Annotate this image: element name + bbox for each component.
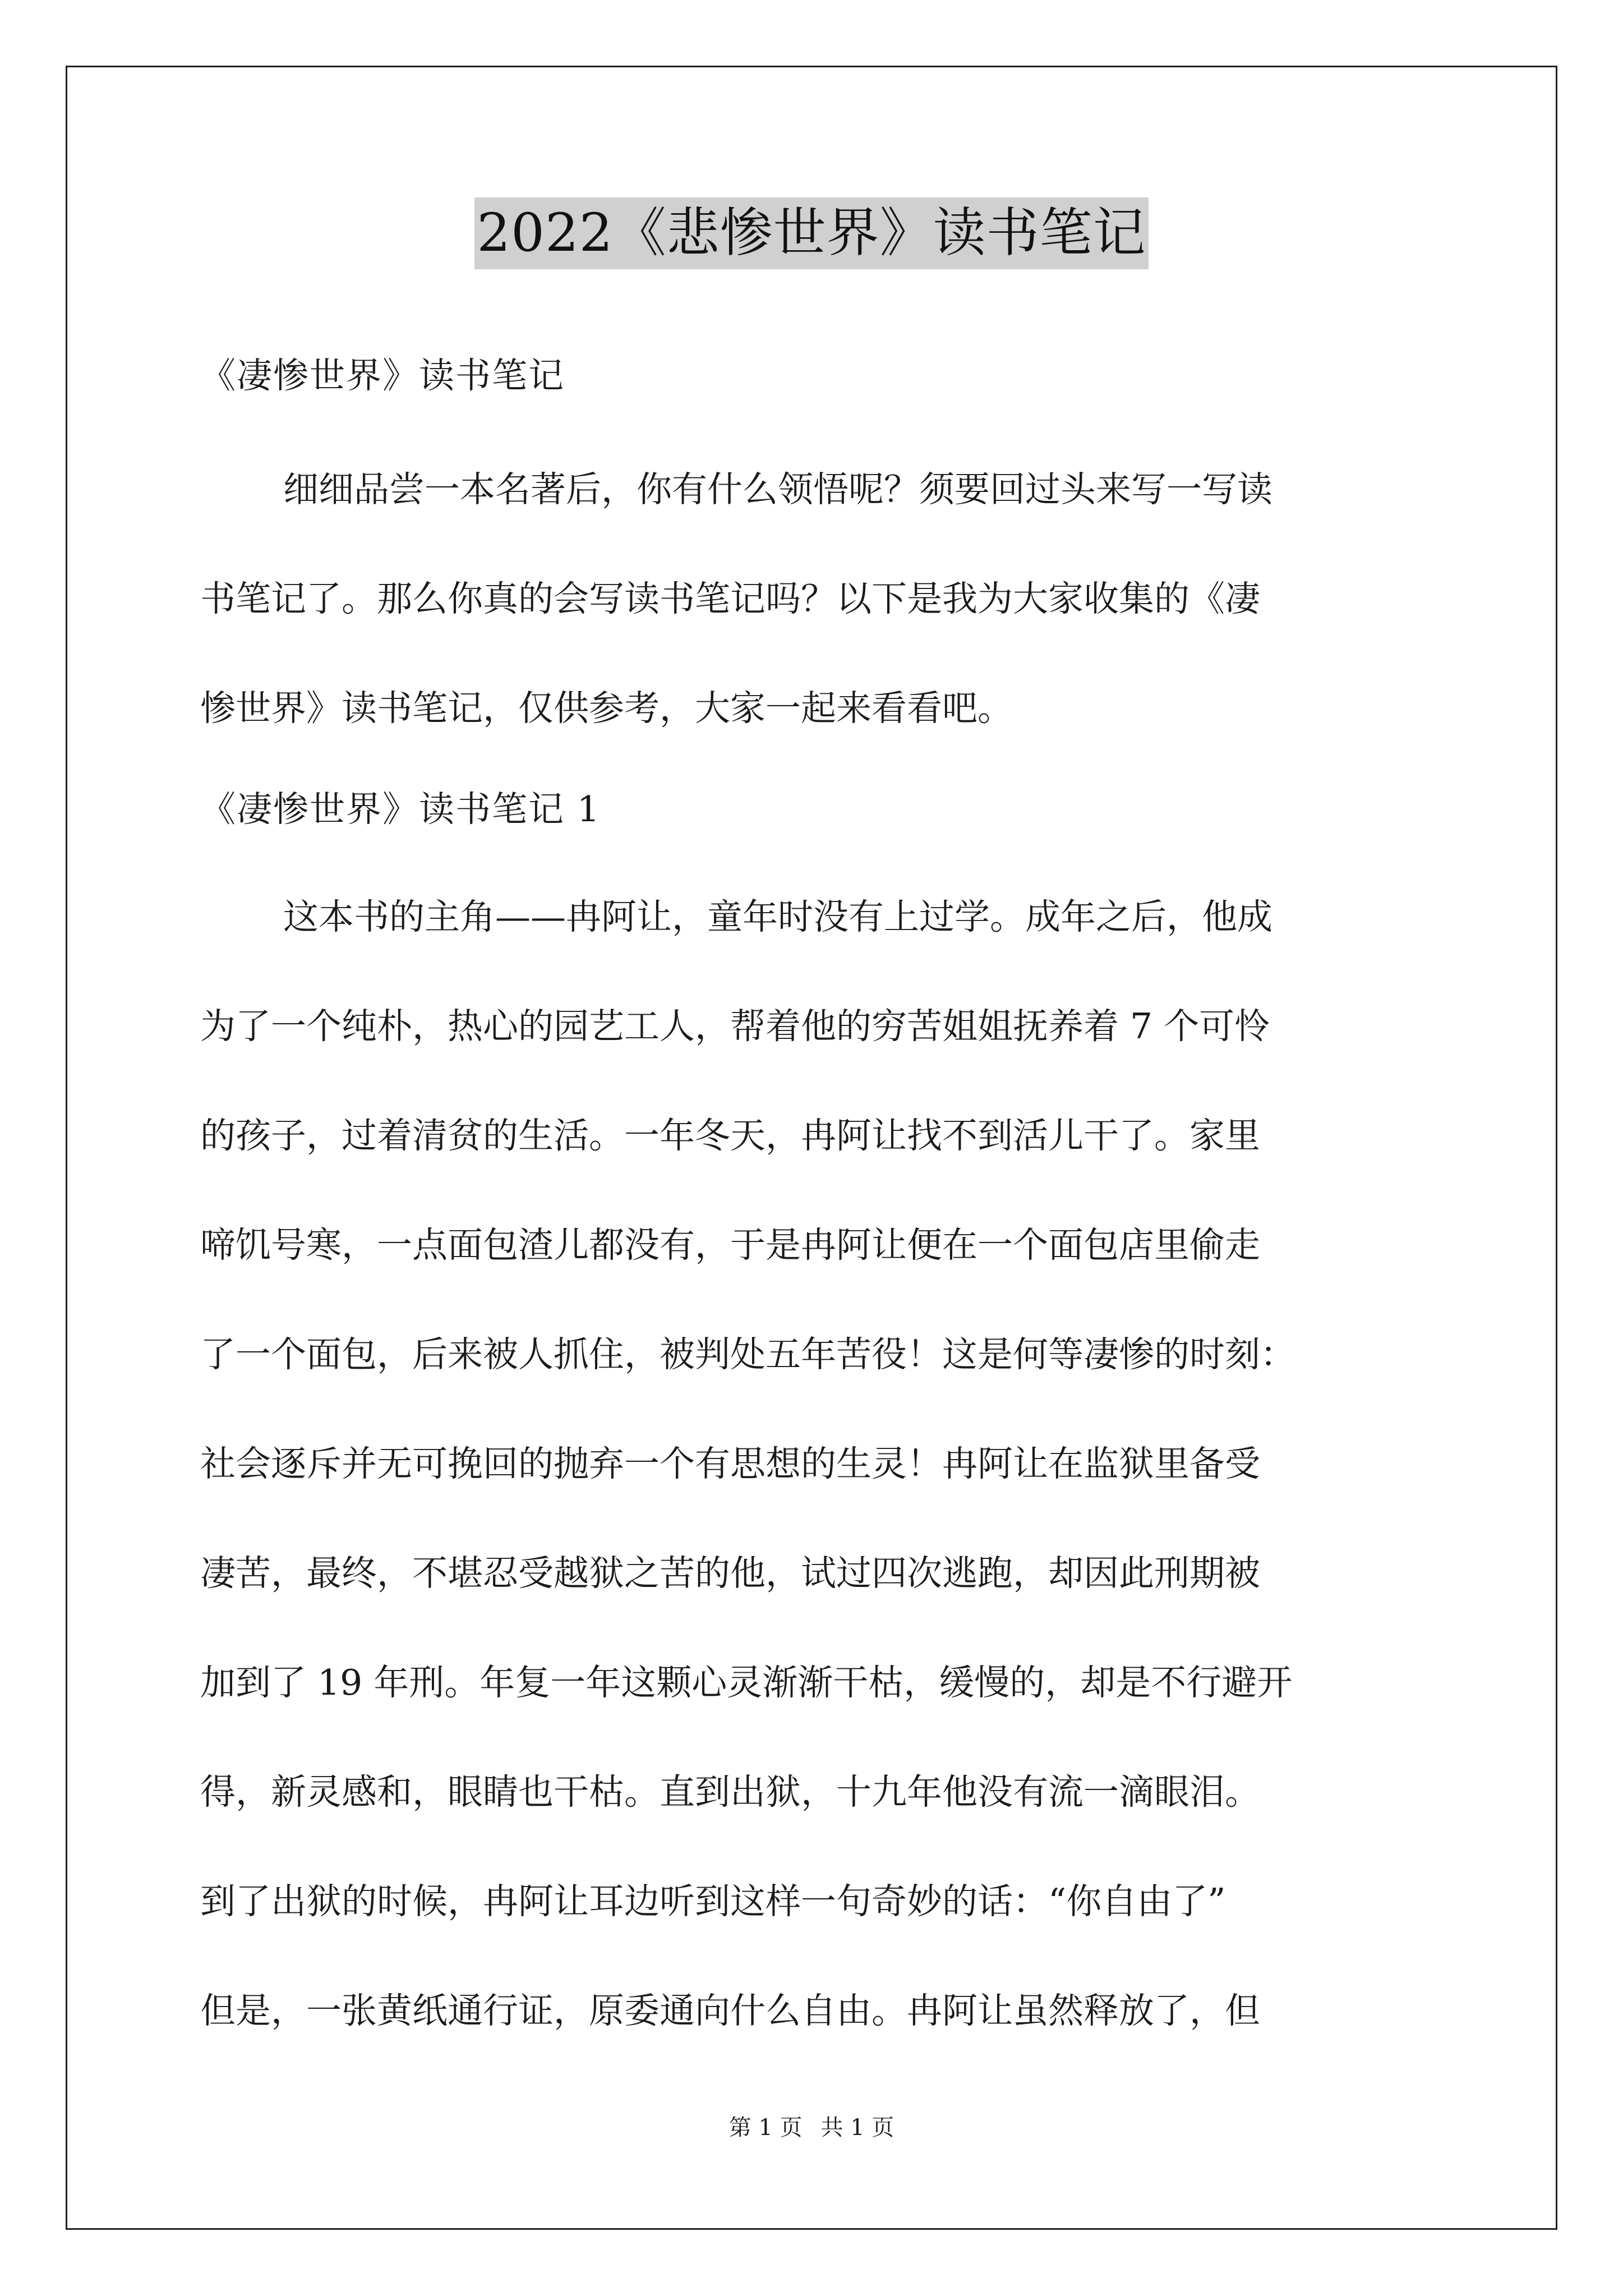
intro-line-3: 惨世界》读书笔记，仅供参考，大家一起来看看吧。 (200, 688, 1013, 729)
intro-line-2: 书笔记了。那么你真的会写读书笔记吗？以下是我为大家收集的《凄 (200, 578, 1260, 619)
body-line-6: 社会逐斥并无可挽回的抛弃一个有思想的生灵！冉阿让在监狱里备受 (200, 1443, 1260, 1484)
body-line-5: 了一个面包，后来被人抓住，被判处五年苦役！这是何等凄惨的时刻： (200, 1334, 1295, 1375)
body-line-2: 为了一个纯朴，热心的园艺工人，帮着他的穷苦姐姐抚养着 7 个可怜 (200, 1006, 1270, 1047)
page-total: 共 1 页 (820, 2115, 895, 2141)
section-heading-1: 《凄惨世界》读书笔记 1 (200, 789, 601, 830)
body-line-8: 加到了 19 年刑。年复一年这颗心灵渐渐干枯，缓慢的，却是不行避开 (200, 1662, 1293, 1703)
body-line-1: 这本书的主角——冉阿让，童年时没有上过学。成年之后，他成 (283, 896, 1272, 937)
title-container (0, 197, 1623, 269)
body-line-10: 到了出狱的时候，冉阿让耳边听到这样一句奇妙的话：“你自由了” (200, 1881, 1226, 1922)
body-line-3: 的孩子，过着清贫的生活。一年冬天，冉阿让找不到活儿干了。家里 (200, 1115, 1260, 1156)
body-line-9: 得，新灵感和，眼睛也干枯。直到出狱，十九年他没有流一滴眼泪。 (200, 1772, 1260, 1812)
intro-heading: 《凄惨世界》读书笔记 (200, 355, 565, 396)
page-number: 第 1 页 (728, 2115, 803, 2141)
intro-line-1: 细细品尝一本名著后，你有什么领悟呢？须要回过头来写一写读 (283, 469, 1272, 510)
body-line-7: 凄苦，最终，不堪忍受越狱之苦的他，试过四次逃跑，却因此刑期被 (200, 1553, 1260, 1594)
body-line-4: 啼饥号寒，一点面包渣儿都没有，于是冉阿让便在一个面包店里偷走 (200, 1225, 1260, 1266)
body-line-11: 但是，一张黄纸通行证，原委通向什么自由。冉阿让虽然释放了，但 (200, 1990, 1260, 2031)
page-footer (0, 2112, 1623, 2143)
document-title: 2022《悲惨世界》读书笔记 (474, 197, 1148, 269)
